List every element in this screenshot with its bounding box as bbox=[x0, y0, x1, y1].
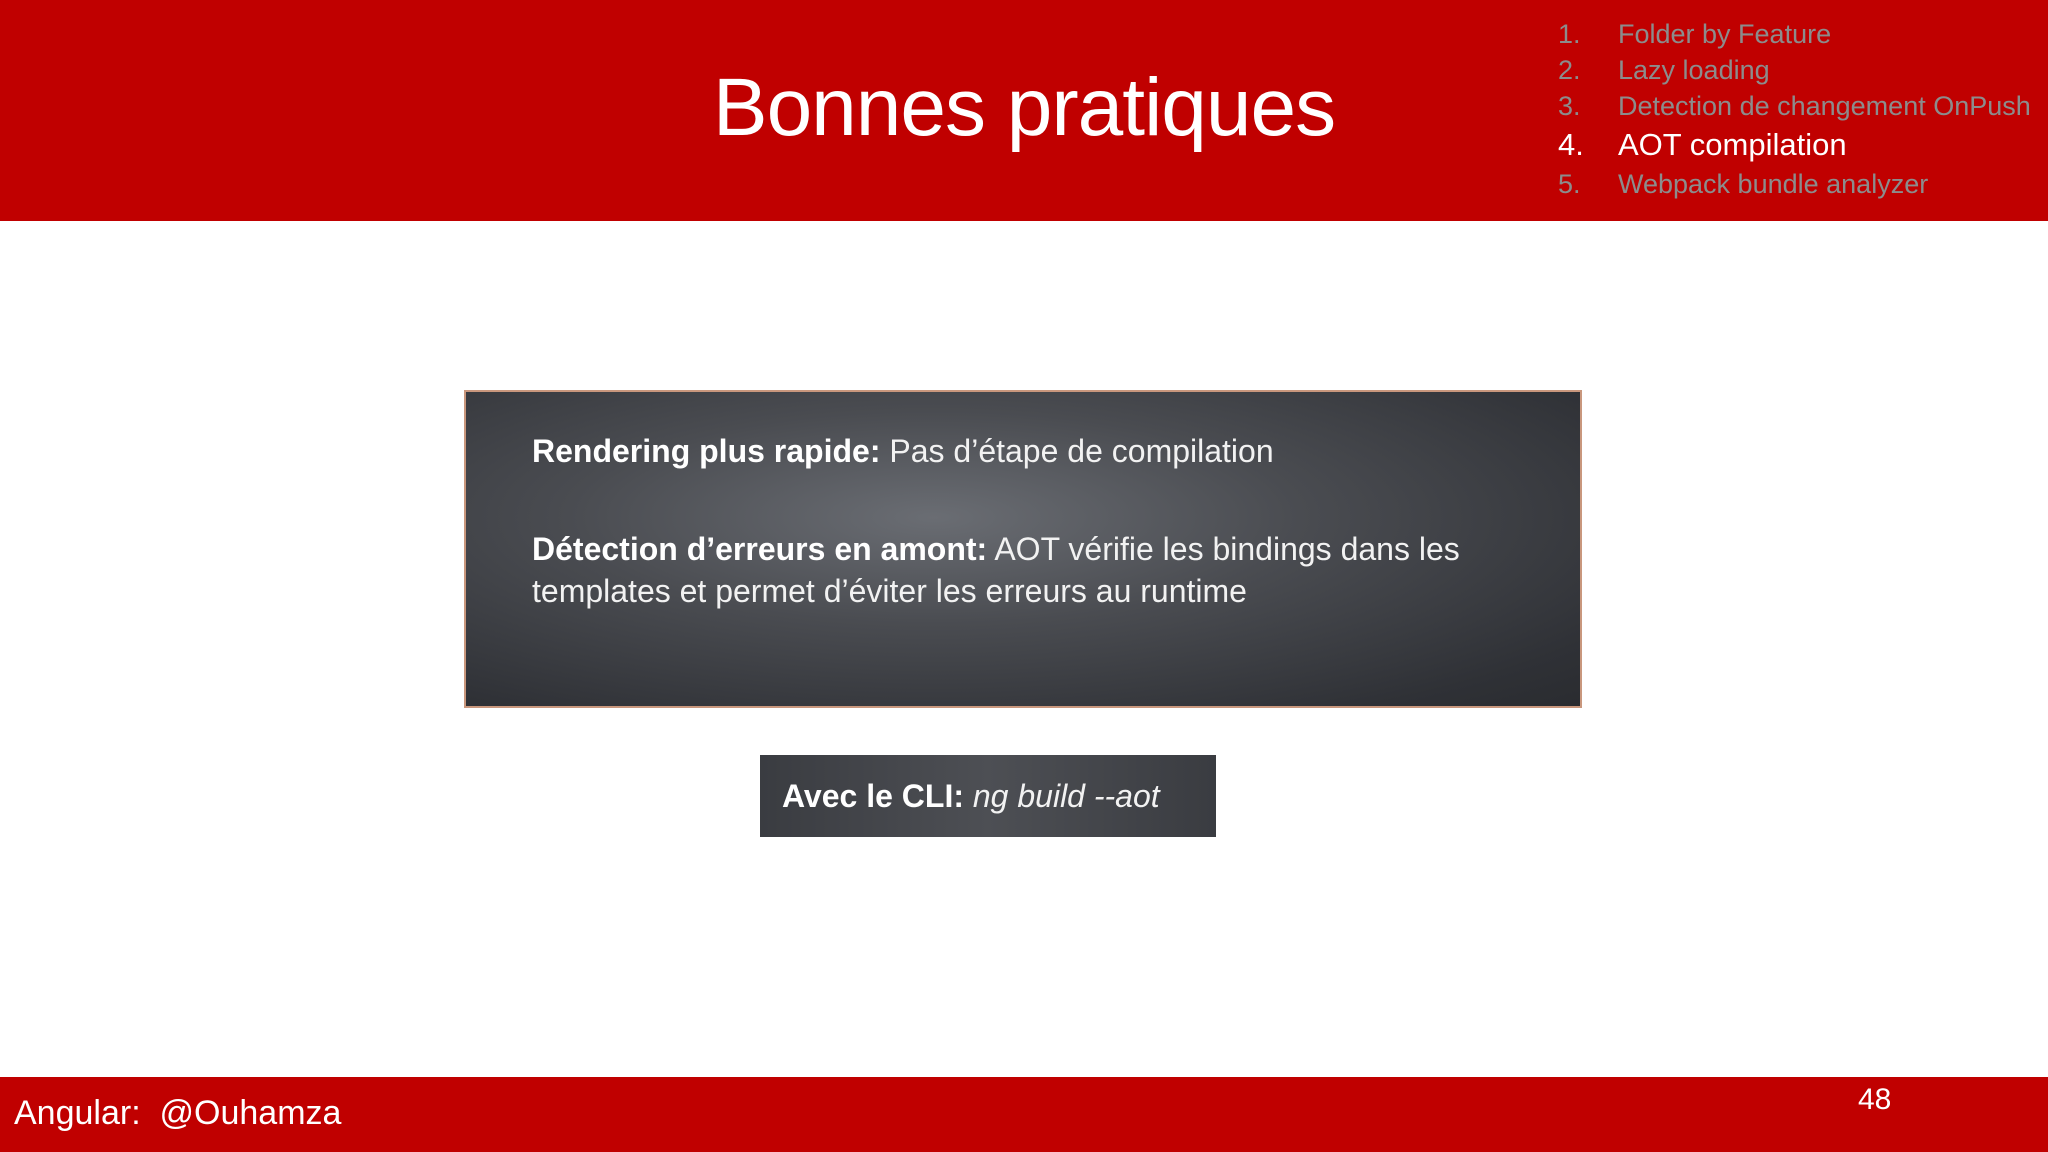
toc-item bbox=[1558, 16, 2031, 52]
toc-item bbox=[1558, 52, 2031, 88]
page-number: 48 bbox=[1858, 1083, 1892, 1116]
toc-item-number: 5. bbox=[1558, 169, 1581, 199]
toc-item-label: Webpack bundle analyzer bbox=[1618, 169, 1929, 199]
toc-item bbox=[1558, 88, 2031, 124]
slide-title: Bonnes pratiques bbox=[712, 62, 1336, 153]
toc-item-active bbox=[1558, 124, 2031, 166]
table-of-contents bbox=[1558, 16, 2031, 202]
benefit-error-detection bbox=[532, 528, 1532, 612]
toc-item-number: 2. bbox=[1558, 55, 1581, 85]
toc-item-number: 1. bbox=[1558, 19, 1581, 49]
footer-author: Angular: @Ouhamza bbox=[14, 1094, 342, 1132]
toc-item-number: 4. bbox=[1558, 127, 1584, 162]
cli-command-box bbox=[760, 755, 1216, 837]
benefit-rendering bbox=[532, 430, 1532, 472]
toc-item-number: 3. bbox=[1558, 91, 1581, 121]
benefit-rendering-text: Pas d’étape de compilation bbox=[880, 433, 1274, 469]
benefit-error-detection-text: AOT vérifie les bindings dans les templates et permet d’éviter les erreurs au runtime bbox=[532, 531, 1460, 609]
benefit-rendering-heading: Rendering plus rapide: bbox=[532, 433, 881, 469]
aot-benefits-panel bbox=[464, 390, 1582, 708]
toc-item-label: AOT compilation bbox=[1618, 127, 1847, 162]
toc-item-label: Lazy loading bbox=[1618, 55, 1770, 85]
toc-item-label: Folder by Feature bbox=[1618, 19, 1832, 49]
benefit-error-detection-heading: Détection d’erreurs en amont: bbox=[532, 531, 988, 567]
cli-command: ng build --aot bbox=[972, 778, 1160, 814]
cli-label: Avec le CLI: bbox=[782, 778, 964, 814]
toc-item-label: Detection de changement OnPush bbox=[1618, 91, 2031, 121]
toc-item bbox=[1558, 166, 2031, 202]
